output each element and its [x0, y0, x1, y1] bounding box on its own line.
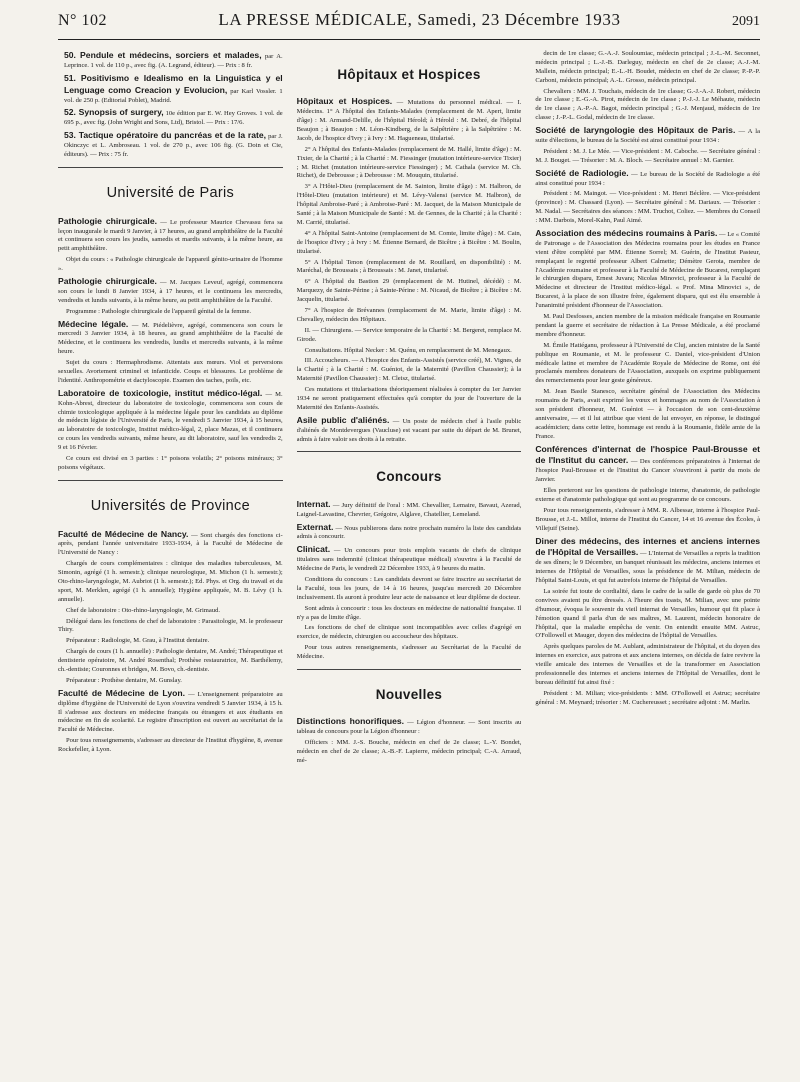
notice-paragraph: [297, 739, 522, 766]
notice-text: Pour tous autres renseignements, s'adresser au Secrétariat de la Faculté de Médecine.: [296, 644, 522, 661]
notice-text: II. — Chirurgiens. — Service temporaire de la Charité : M. Bergeret, remplace M. Girode.: [296, 326, 522, 343]
notice-text: — Mutations du personnel médical. — I. Médecins. 1° A l'hôpital des Enfants-Malades (remplacement de M. Apert, limite d'âge) : M. Armand-Delille, de l'hôpital Hérold; à Hérold : M. Debré, de l'hôpital Beaujon ; à Beaujon : M. Léon-Kindberg, de la Salpêtrière ; à la Salpêtrière : M. Jacob, de l'hospice d'Ivry ; à Ivry : M. Hagueneau, titularisé.: [296, 99, 522, 142]
notice-text: Sujet du cours : Hermaphrodisme. Attentats aux mœurs. Viol et perversions sexuelles. Avortement criminel et infanticide. Coups et blessures. Le problème de l'identité. Anthropométrie et dactyloscopie. Examen des taches, poils, etc.: [58, 359, 283, 384]
notice-paragraph: [58, 216, 283, 255]
notice-text: — Sont chargés des fonctions ci-après, pendant l'année universitaire 1933-1934, à la Faculté de Médecine de l'Université de Nancy :: [58, 531, 283, 557]
notice-paragraph: [297, 522, 522, 543]
notice-text: Préparateur : Prothèse dentaire, M. Gunslay.: [66, 676, 182, 684]
notice-paragraph: [297, 96, 522, 143]
masthead: [58, 6, 760, 40]
notice-text: Objet du cours : « Pathologie chirurgicale de l'appareil génito-urinaire de l'homme ».: [58, 256, 283, 273]
notice-paragraph: [297, 357, 522, 384]
notice-text: 5° A l'hôpital Tenon (remplacement de M. Rouillard, en disponibilité) : M. Maréchal, de Broussais ; à Broussais : M. Janet, titularisé.: [296, 258, 522, 275]
notice-paragraph: [58, 256, 283, 274]
province-notices: [58, 529, 283, 755]
notice-text: Ces mutations et titularisations théoriquement réalisées à compter du 1er Janvier 1934 ne seront pratiquement effectuées qu'à compter du jour de l'ouverture de la Maternité des Enfants-Assistés.: [296, 386, 522, 411]
notice-paragraph: [535, 88, 760, 124]
notice-text: M. Paul Desfosses, ancien membre de la mission médicale française en Roumanie pendant la guerre et secrétaire de rédaction à La Presse Médicale, a été proclamé membre d'honneur.: [535, 313, 761, 338]
notice-paragraph: [535, 148, 760, 166]
divider: [297, 669, 522, 670]
hopitaux-notices: [297, 96, 522, 444]
notice-text: — Le professeur Maurice Chevassu fera sa leçon inaugurale le mardi 9 Janvier, à 17 heures, au grand amphithéâtre de la Faculté et continuera son cours les jeudis, samedis et mardis suivants, à la même heure, au petit amphithéâtre.: [58, 218, 283, 253]
notice-paragraph: [58, 560, 283, 604]
notice-heading: Conférences d'internat de l'hospice Paul-Brousse et de l'Institut du cancer.: [535, 443, 761, 466]
notice-paragraph: [58, 107, 283, 128]
notice-paragraph: [297, 415, 522, 445]
notice-paragraph: [58, 455, 283, 473]
notice-text: par A. Leprince. 1 vol. de 110 p., avec fig. (A. Legrand, éditeur). — Prix : 8 fr.: [64, 53, 283, 69]
notice-text: par J. Okinczyc et L. Ambroseau. 1 vol. de 270 p., avec 106 fig. (G. Doin et Cie, éditeurs). — Prix : 75 fr.: [64, 133, 283, 159]
notice-heading: Pathologie chirurgicale.: [58, 215, 157, 226]
notice-paragraph: [58, 276, 283, 306]
notice-paragraph: [58, 648, 283, 675]
column-2: [297, 50, 522, 768]
notice-paragraph: [297, 327, 522, 345]
notice-heading: Clinicat.: [296, 544, 331, 555]
notice-text: — Légion d'honneur. — Sont inscrits au tableau de concours pour la Légion d'honneur :: [296, 719, 522, 736]
notice-heading: Asile public d'aliénés.: [296, 414, 390, 425]
notice-paragraph: [297, 259, 522, 277]
notice-text: 4° A l'hôpital Saint-Antoine (remplacement de M. Comte, limite d'âge) : M. Cain, de l'hospice d'Ivry ; à Ivry : M. Étienne Bernard, de Bicêtre ; à Bicêtre : M. Boulin, titularisé.: [296, 229, 522, 255]
notice-text: — Le bureau de la Société de Radiologie a été ainsi constitué pour 1934 :: [535, 170, 761, 187]
notice-paragraph: [58, 73, 283, 106]
notice-paragraph: [58, 677, 283, 686]
notice-text: — Un poste de médecin chef à l'asile public d'aliénés de Montdevergues (Vaucluse) est vacant par suite du départ de M. Brunet, admis à faire valoir ses droits à la retraite.: [296, 417, 522, 443]
notice-text: — Le « Comité de Patronage » de l'Association des Médecins roumains pour les études en France vient d'être complété par MM. Étienne Sorrel; M. Guérin, de l'Institut Pasteur, remplaçant le regretté professeur Albert Calmette; Démètre Gerota, membre de l'Académie roumaine et professeur à la Faculté de Médecine de Bucarest, remplaçant le chirurgien disparu, Ernest Juvara; Nicolas Minovici, professeur à la Faculté de Médecine et directeur de l'Institut médico-légal. « Prof. Mina Minovici », de Bucarest, à la place de son illustre frère, également disparu, qui est élu ensemble à l'unanimité président d'honneur de l'Association.: [535, 231, 761, 310]
notice-paragraph: [58, 618, 283, 636]
notice-text: Chef de laboratoire : Oto-rhino-laryngologie, M. Grimaud.: [66, 606, 220, 614]
notice-heading: Externat.: [296, 521, 334, 532]
notice-heading: Société de laryngologie des Hôpitaux de Paris.: [535, 125, 736, 136]
notice-paragraph: [297, 146, 522, 182]
notice-text: 6° A l'hôpital du Bastion 29 (remplacement de M. Hutinel, décédé) : M. Marquezy, de Sainte-Périne ; à Sainte-Périne : M. Nicaud, de Bicêtre ; à Bicêtre : M. Jacquelin, titularisé.: [296, 278, 522, 304]
notice-paragraph: [535, 536, 760, 586]
notice-paragraph: [535, 168, 760, 189]
paris-notices: [58, 216, 283, 473]
notice-text: Chevaliers : MM. J. Touchais, médecin de 1re classe; G.-J.-A.-J. Robert, médecin de 1re classe ; E.-G.-A. Pirot, médecin de 1re classe ; P.-J.-J. Le Méhaute, médecin de 1re classe ; A.-P.-A. Bagot, médecin principal ; G.-J. Menjaud, médecin de 1re classe ; J.-P.-L. Godal, médecin de 1re classe.: [535, 87, 761, 122]
notice-paragraph: [297, 347, 522, 356]
notice-paragraph: [297, 307, 522, 325]
divider: [297, 451, 522, 452]
notice-heading: Diner des médecins, des internes et anciens internes de l'Hôpital de Versailles.: [535, 535, 761, 558]
notice-text: 2° A l'hôpital des Enfants-Malades (remplacement de M. Hallé, limite d'âge) : M. Tixier, de la Charité ; à la Charité : M. Fiessinger (mutation intérieure-service Tixier) ; M. Richet (mutation intérieure-service Fiessinger) ; M. Cathala (service M. Ch. Richet), de Debrousse ; à Debrousse : M. Mouquin, titularisé.: [296, 145, 522, 180]
issue-number: N° 102: [58, 12, 107, 29]
notice-text: decin de 1re classe; G.-A.-J. Souloumiac, médecin principal ; J.-L.-M. Seconnet, médecin principal ; L.-J.-B. Darleguy, médecin en chef de 2e classe; A.-J.-M. Mallein, médecin principal; E.-L.-H. Boudet, médecin en chef de 2e classe; P.-P.-P. Carboni, médecin principal; A.-L. Grosso, médecin principal.: [535, 50, 761, 84]
notice-text: 7° A l'hospice de Brévannes (remplacement de M. Marie, limite d'âge) : M. Chevalley, médecin des Hôpitaux.: [296, 306, 522, 323]
notice-paragraph: [58, 308, 283, 317]
column-3: [535, 50, 760, 768]
notice-heading: Société de Radiologie.: [535, 167, 629, 178]
page-number: 2091: [732, 14, 760, 29]
notice-paragraph: [58, 737, 283, 755]
notice-paragraph: [297, 576, 522, 603]
notice-text: — M. Jacques Leveuf, agrégé, commencera son cours le lundi 8 Janvier 1934, à 17 heures, et le continuera les mercredis, vendredis et lundis suivants, à la même heure, au petit amphithéâtre de la Faculté.: [58, 278, 283, 304]
notice-text: Chargés de cours (1 h. annuelle) : Pathologie dentaire, M. André; Thérapeutique et dentisterie opératoire, M. André Rosenthal; Prothèse restauratrice, M. Barthélemy, ch.-dentiste; Couronnes et bridges, M. Bovo, ch.-dentiste.: [58, 648, 283, 673]
notice-paragraph: [535, 125, 760, 146]
notice-text: Sont admis à concourir : tous les docteurs en médecine de nationalité française. Il n'y a pas de limite d'âge.: [296, 604, 522, 621]
notice-text: III. Accoucheurs. — A l'hospice des Enfants-Assistés (service créé), M. Vignes, de la Charité ; à la Charité : M. Guéniot, de la Maternité (Pavillon Chaussier); à la Maternité (Pavillon Chaussier) : M. Cleisz, titularisé.: [296, 357, 522, 383]
divider: [58, 167, 283, 168]
notice-paragraph: [535, 313, 760, 340]
notice-heading: Laboratoire de toxicologie, institut médico-légal.: [58, 387, 263, 398]
nouvelles-notices: [297, 716, 522, 765]
notice-heading: Pathologie chirurgicale.: [58, 275, 157, 286]
journal-title: LA PRESSE MÉDICALE, Samedi, 23 Décembre 1933: [218, 10, 621, 29]
notice-text: Programme : Pathologie chirurgicale de l'appareil génital de la femme.: [66, 307, 252, 315]
notice-text: Préparateur : Radiologie, M. Grau, à l'Institut dentaire.: [66, 637, 210, 645]
notice-paragraph: [58, 388, 283, 453]
notice-text: — L'Internat de Versailles a repris la tradition de ses dîners; le 9 Décembre, un banquet réunissait les médecins, anciens internes et internes de l'Hôpital de Versailles, sous la présidence de M. Milian, médecin de l'hôpital Saint-Louis, et qui fut autrefois interne de l'hôpital de Versailles.: [535, 550, 761, 585]
section-title-nouvelles: Nouvelles: [375, 687, 443, 703]
notice-text: M. Émile Hatiéganu, professeur à l'Université de Cluj, ancien ministre de la Santé publique en Roumanie, et M. le professeur C. Daniel, vice-président d'Union médicale latine et membre de l'Académie Royale de Médecine de Rome, ont été proclamés membres donateurs de l'Association, auxquels on exprime publiquement des remerciements pour leur geste généreux.: [535, 341, 761, 385]
notice-text: — A la suite d'élections, le bureau de la Société est ainsi constitué pour 1934 :: [535, 128, 761, 145]
column-1: [58, 50, 283, 768]
notice-paragraph: [535, 342, 760, 386]
divider: [58, 480, 283, 481]
notice-paragraph: [535, 487, 760, 505]
notice-paragraph: [535, 228, 760, 311]
notice-paragraph: [535, 643, 760, 687]
notice-paragraph: [297, 544, 522, 574]
notice-heading: Internat.: [296, 498, 331, 509]
notice-text: Président : M. Maingot. — Vice-président : M. Henri Béclère. — Vice-président (province) : M. Chassard (Lyon). — Secrétaire général : M. Dariaux. — Trésorier : M. Nadal. — Secrétaires des séances : MM. Truchot, Coliez. — Membres du Conseil : MM. Darbois, Morel-Kahn, Paul Aimé.: [535, 190, 761, 225]
notice-paragraph: [58, 50, 283, 71]
notice-paragraph: [535, 388, 760, 441]
notice-text: La soirée fut toute de cordialité, dans le cadre de la salle de garde où plus de 70 convives avaient pu être dressés. A l'heure des toasts, M. Milian, avec une pointe d'humour, évoqua le souvenir du vieil internat de Versailles, humour qui fit place à l'émotion quand il parla d'un de ses maîtres, M. Laurent, médecin honoraire de l'hôpital, que la maladie empêcha de venir. On entendit ensuite MM. Astruc, O'Followell et Mauger, doyen des médecins de l'hôpital de Versailles.: [535, 587, 761, 640]
notice-paragraph: [297, 624, 522, 642]
books-list: [58, 50, 283, 160]
notice-heading: 52. Synopsis of surgery,: [64, 107, 164, 118]
notice-text: Pour tous renseignements, s'adresser à MM. R. Albessar, interne à l'hospice Paul-Brousse, et J.-L. Millot, interne de l'Institut du Cancer, 14 et 16 avenue des Écoles, à Villejuif (Seine).: [535, 506, 761, 532]
notice-text: Elles porteront sur les questions de pathologie interne, d'anatomie, de pathologie externe et d'anatomie pathologique qui sont au programme de ce concours.: [535, 487, 761, 503]
notice-paragraph: [58, 319, 283, 358]
section-title-universite-paris: Université de Paris: [106, 184, 235, 201]
columns: [58, 50, 760, 768]
concours-notices: [297, 499, 522, 662]
notice-text: — L'enseignement préparatoire au diplôme d'hygiène de l'Université de Lyon s'ouvrira vendredi 5 Janvier 1934, à 15 h. Il s'adresse aux docteurs en médecine français ou étrangers et aux étudiants en médecine en fin de scolarité. Le registre d'inscription est ouvert au secrétariat de la Faculté de Médecine.: [58, 690, 283, 734]
section-title-hopitaux: Hôpitaux et Hospices: [337, 67, 481, 82]
section-title-universites-province: Universités de Province: [90, 497, 250, 514]
notice-paragraph: [58, 688, 283, 735]
notice-heading: Distinctions honorifiques.: [296, 716, 405, 727]
notice-text: Président : M. Milian; vice-présidents : MM. O'Followell et Astruc; secrétaire général : M. Meynard; trésorier : M. Cuchereusset ; secrétaire adjoint : M. Marlin.: [535, 689, 761, 706]
notice-paragraph: [58, 359, 283, 386]
notice-paragraph: [297, 230, 522, 257]
notice-heading: 50. Pendule et médecins, sorciers et malades,: [64, 50, 262, 60]
notice-text: Pour tous renseignements, s'adresser au directeur de l'Institut d'hygiène, 8, avenue Rockefeller, à Lyon.: [58, 737, 283, 754]
notice-paragraph: [297, 183, 522, 227]
notice-text: Après quelques paroles de M. Aublant, administrateur de l'hôpital, et du doyen des internes en exercice, aux patrons et aux anciens internes, on décida de faire revivre la vieille amicale des internes de Versailles et de la transformer en Association professionnelle des internes et anciens internes de l'Hôpital de Versailles, dont le bureau définitif fut ainsi fixé :: [535, 643, 761, 686]
notice-text: par Karl Vossler. 1 vol. de 250 p. (Editorial Poblet), Madrid.: [64, 87, 283, 104]
notice-text: 10e édition par E. W. Hey Groves. 1 vol. de 695 p., avec fig. (John Wright and Sons, Ltd), Bristol. — Prix : 17/6.: [64, 110, 283, 127]
notice-text: Les fonctions de chef de clinique sont incompatibles avec celles d'agrégé en exercice, de médecin, chirurgien ou accoucheur des hôpitaux.: [296, 624, 522, 641]
notice-text: — Des conférences préparatoires à l'internat de l'hospice Paul-Brousse et de l'Institut du Cancer s'ouvriront à partir du mois de Janvier.: [535, 458, 761, 484]
notice-heading: 53. Tactique opératoire du pancréas et de la rate,: [64, 130, 267, 141]
notice-text: Délégué dans les fonctions de chef de laboratoire : Parasitologie, M. le professeur Thiry.: [58, 617, 283, 634]
notice-paragraph: [58, 637, 283, 646]
notice-text: — Nous publierons dans notre prochain numéro la liste des candidats admis à concourir.: [296, 524, 522, 541]
notice-paragraph: [297, 605, 522, 623]
notice-paragraph: [535, 690, 760, 708]
column-3-notices: [535, 50, 760, 708]
notice-heading: Médecine légale.: [58, 318, 129, 329]
notice-paragraph: [535, 50, 760, 86]
notice-text: Ce cours est divisé en 3 parties : 1° poisons volatils; 2° poisons minéraux; 3° poisons végétaux.: [58, 455, 283, 471]
notice-text: — M. Kohn-Abrest, directeur du laboratoire de toxicologie, commencera son cours de chimie toxicologique appliquée à la médecine légale pour les candidats au diplôme de médecin légiste de l'Université de Paris, le vendredi 5 Janvier 1934, à 15 heures, au laboratoire de toxicologie, Institut médico-légal, 2, place Mazas, et il continuera ce cours les vendredis suivants, même heure, au dit laboratoire, sauf les vendredis 2, 9 et 16 Février.: [58, 390, 283, 452]
notice-heading: Faculté de Médecine de Lyon.: [58, 687, 186, 698]
notice-text: Président : M. J. Le Mée. — Vice-président : M. Caboche. — Secrétaire général : M. J. Bouget. — Trésorier : M. A. Bloch. — Secrétaire annuel : M. Garnier.: [535, 147, 761, 164]
notice-paragraph: [58, 607, 283, 616]
notice-heading: Hôpitaux et Hospices.: [296, 96, 393, 107]
notice-text: — Jury définitif de l'oral : MM. Chevallier, Lemaire, Bavaut, Azerad, Laignel-Lavastine, Chevrier, Grégoire, Alglave, Chatellier, Lemeland.: [296, 501, 522, 518]
notice-text: Consultations. Hôpital Necker : M. Quénu, en remplacement de M. Menegaux.: [304, 346, 512, 354]
notice-heading: Association des médecins roumains à Paris.: [535, 228, 718, 239]
notice-text: — M. Piédelièvre, agrégé, commencera son cours le mercredi 3 Janvier 1934, à 18 heures, au grand amphithéâtre de la Faculté de Médecine, et le continuera les vendredis, lundis et mercredis suivants, à la même heure.: [58, 321, 283, 356]
notice-paragraph: [297, 499, 522, 520]
notice-paragraph: [535, 190, 760, 226]
notice-text: M. Jean Basile Stanesco, secrétaire général de l'Association des Médecins roumains de Paris, avait exprimé les vœux et hommages au nom de l'Association à son président d'honneur, M. Guéniot — à l'occasion de son cent-deuxième anniversaire, — et il lui attribue que vient de lui envoyer, en réponse, le distingué académicien; dans cette lettre, hommage est rendu à la Roumanie, fidèle amie de la France.: [535, 388, 761, 440]
notice-paragraph: [297, 386, 522, 413]
notice-paragraph: [297, 716, 522, 737]
notice-text: Conditions du concours : Les candidats devront se faire inscrire au secrétariat de la Faculté, tous les jours, de 14 à 16 heures, jusqu'au mercredi 20 Décembre inclusivement. Ils auront à produire leur acte de naissance et leur diplôme de docteur.: [296, 576, 522, 601]
section-title-concours: Concours: [376, 469, 442, 485]
notice-paragraph: [58, 529, 283, 559]
notice-text: — Un concours pour trois emplois vacants de chefs de clinique titulaires sans indemnité (clinicat thérapeutique médical) s'ouvrira à la Faculté de Médecine de Paris, le vendredi 22 Décembre 1933, à 9 heures du matin.: [296, 547, 522, 573]
notice-paragraph: [535, 444, 760, 486]
notice-text: 3° A l'Hôtel-Dieu (remplacement de M. Sainton, limite d'âge) : M. Halbron, de l'Hôtel-Dieu (mutation intérieure) et M. Lévy-Valensi (service M. Halbron), de l'hôpital Ambroise-Paré ; à Ambroise-Paré : M. Jacquet, de la Maison Municipale de Santé ; à la Maison Municipale de Santé : M. de Gennes, de la Charité ; à la Charité : M. Carrié, titularisé.: [296, 183, 522, 226]
notice-text: Chargés de cours complémentaires : clinique des maladies tuberculeuses, M. Simonin, agrégé (1 h. semestr.); clinique neurologique, M. Michon (1 h. semestr.); Oto-rhino-laryngologie, M. Aubriot (1 h. semestr.); Ed. Phys. et Org. du travail et du sport, M. Merklen, agrégé (1 h. annuelle); Hygiène appliquée, M. B. Lévy (1 h. annuelle).: [58, 560, 283, 603]
notice-paragraph: [58, 130, 283, 160]
notice-paragraph: [535, 588, 760, 641]
notice-heading: 51. Positivismo e Idealismo en la Linguistica y el Lenguage como Creacion y Evolucion,: [64, 72, 283, 95]
notice-text: Officiers : MM. J.-S. Bouche, médecin en chef de 2e classe; L.-Y. Bondet, médecin en chef de 2e classe; A.-B.-F. Lapierre, médecin principal; C.-A. Arraud, mé-: [296, 739, 522, 764]
notice-heading: Faculté de Médecine de Nancy.: [58, 528, 189, 539]
notice-paragraph: [297, 278, 522, 305]
notice-paragraph: [535, 507, 760, 534]
notice-paragraph: [297, 644, 522, 662]
